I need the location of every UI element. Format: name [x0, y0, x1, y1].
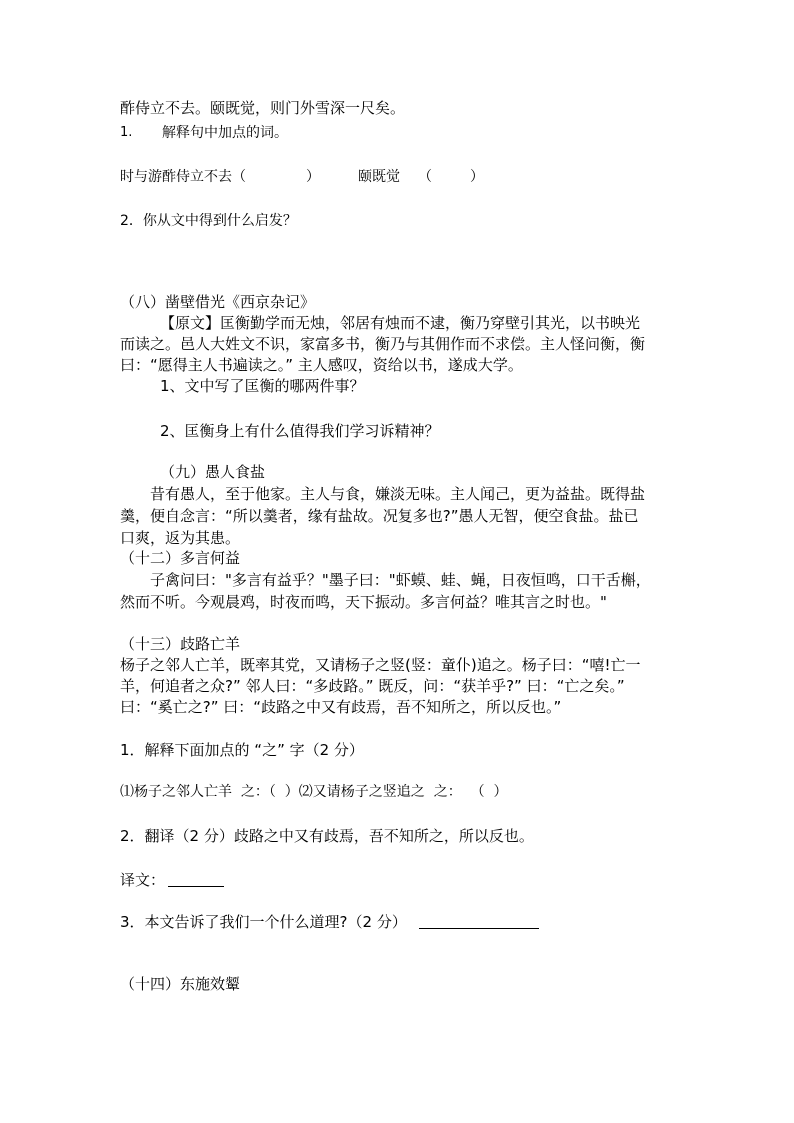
paragraph-line: 子禽问曰："多言有益乎？"墨子曰："虾蟆、蛙、蝇，日夜恒鸣，口干舌槲， [150, 571, 651, 589]
question-text: ⑴杨子之邻人亡羊 之：（ ）⑵又请杨子之竖追之 之： （ ） [120, 784, 508, 800]
paragraph-line: 昔有愚人，至于他家。主人与食，嫌淡无味。主人闻己，更为益盐。既得盐 [150, 485, 646, 503]
question-number: 1. [120, 125, 133, 140]
question-text: 时与游酢侍立不去（ [120, 169, 246, 185]
question-text: 2、匡衡身上有什么值得我们学习诉精神？ [160, 422, 440, 440]
section-title: （十二）多言何益 [120, 549, 241, 567]
section-title: （九）愚人食盐 [160, 463, 266, 481]
paragraph-line: 羊，何追者之众?” 邻人曰：“多歧路。” 既反，问：“获羊乎?” 曰：“亡之矣。” [120, 677, 625, 695]
paragraph-line: 然而不听。今观晨鸡，时夜而鸣，天下振动。多言何益？唯其言之时也。" [120, 593, 607, 611]
paragraph-line: 而读之。邑人大姓文不识，家富多书，衡乃与其佣作而不求偿。主人怪问衡，衡 [120, 335, 646, 353]
section-title: （十四）东施效颦 [120, 975, 241, 993]
answer-blank[interactable] [419, 928, 539, 929]
answer-paren-open: （ [418, 169, 432, 185]
answer-paren-close: ） [470, 169, 484, 185]
paragraph-line: 羹，便自念言：“所以羹者，缘有盐故。况复多也?”愚人无智，便空食盐。盐已 [120, 507, 639, 525]
paragraph-line: 口爽，返为其患。 [120, 529, 241, 547]
question-text: 3．本文告诉了我们一个什么道理?（2 分） [120, 913, 407, 931]
paragraph-line: 杨子之邻人亡羊，既率其党，又请杨子之竖(竖：童仆)追之。杨子曰：“嘻!亡一 [120, 656, 641, 674]
answer-blank[interactable] [168, 886, 224, 887]
answer-paren-close: ） [306, 169, 320, 185]
section-title: （八）凿壁借光《西京杂记》 [120, 293, 316, 311]
section-title: （十三）歧路亡羊 [120, 635, 241, 653]
question-text: 解释句中加点的词。 [162, 125, 288, 141]
question-text: 2．你从文中得到什么启发？ [120, 213, 297, 229]
question-text: 1、文中写了匡衡的哪两件事？ [160, 377, 365, 395]
answer-label: 译文： [120, 871, 166, 889]
question-text: 1．解释下面加点的 “之” 字（2 分） [120, 741, 364, 759]
paragraph-line: 曰：“愿得主人书遍读之。” 主人感叹，资给以书，遂成大学。 [120, 356, 523, 374]
paragraph-line: 【原文】匡衡勤学而无烛，邻居有烛而不逮，衡乃穿壁引其光，以书映光 [160, 314, 641, 332]
question-text: 颐既觉 [358, 169, 400, 185]
question-text: 2．翻译（2 分）歧路之中又有歧焉，吾不知所之，所以反也。 [120, 827, 534, 845]
paragraph-line: 曰：“奚亡之?” 曰：“歧路之中又有歧焉，吾不知所之，所以反也。” [120, 698, 562, 716]
text-line: 酢侍立不去。颐既觉，则门外雪深一尺矣。 [120, 99, 406, 117]
